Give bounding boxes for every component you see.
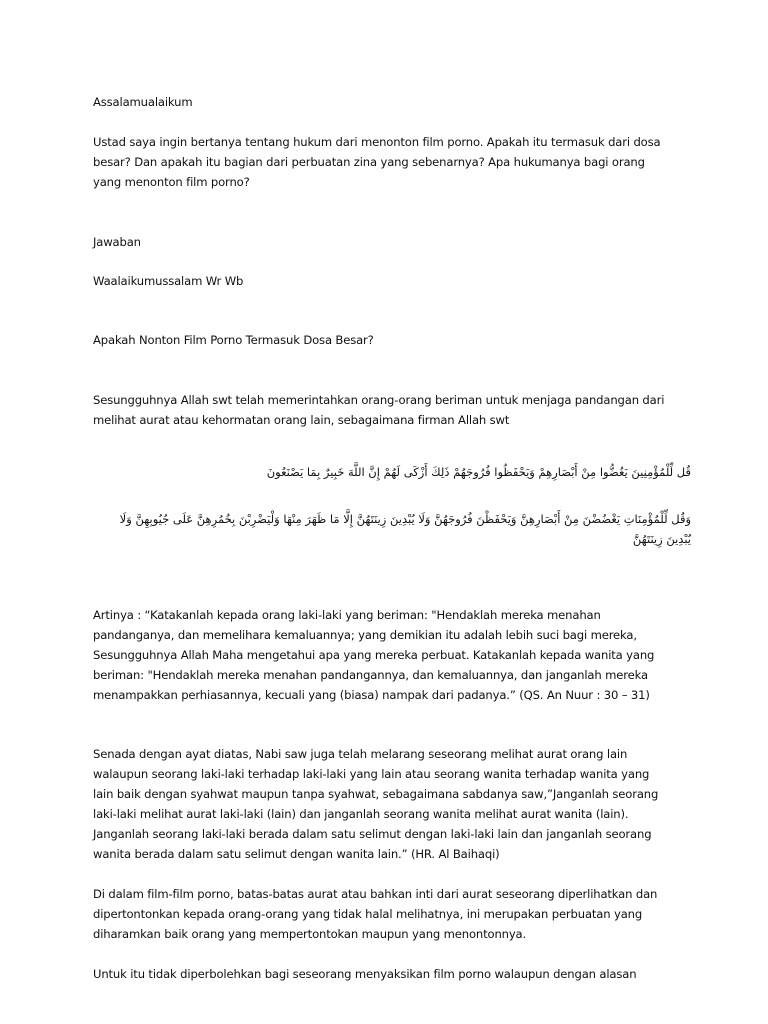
closing-partial-paragraph: Untuk itu tidak diperbolehkan bagi seseorang menyaksikan film porno walaupun dengan alasan: [93, 967, 637, 981]
reply-greeting: Waalaikumussalam Wr Wb: [93, 274, 244, 288]
greeting: Assalamualaikum: [93, 95, 193, 109]
subheading: Apakah Nonton Film Porno Termasuk Dosa Besar?: [93, 333, 374, 347]
intro-paragraph: Sesungguhnya Allah swt telah memerintahkan orang-orang beriman untuk menjaga pandangan dari melihat aurat atau kehormatan orang lain, sebagaimana firman Allah swt: [93, 393, 665, 427]
answer-label: Jawaban: [93, 235, 141, 249]
hadith-paragraph: Senada dengan ayat diatas, Nabi saw juga telah melarang seseorang melihat aurat orang lain walaupun seorang laki-laki terhadap laki-laki yang lain atau seorang wanita terhadap wanita yang lain baik dengan syahwat maupun tanpa syahwat, sebagaimana sabdanya saw,”Janganlah seorang laki-laki melihat aurat laki-laki (lain) dan janganlah seorang wanita melihat aurat wanita (lain). Janganlah seorang laki-laki berada dalam satu selimut dengan laki-laki lain dan janganlah seorang wanita berada dalam satu selimut dengan wanita lain.” (HR. Al Baihaqi): [93, 747, 659, 861]
arabic-verse-31: وَقُل لِّلْمُؤْمِنَاتِ يَغْضُضْنَ مِنْ أَبْصَارِهِنَّ وَيَحْفَظْنَ فُرُوجَهُنَّ وَلَا يُبْدِينَ زِينَتَهُنَّ إِلَّا مَا ظَهَرَ مِنْهَا وَلْيَضْرِبْنَ بِخُمُرِهِنَّ عَلَى جُيُوبِهِنَّ وَلَا يُبْدِينَ زِينَتَهُنَّ: [116, 512, 691, 546]
question-paragraph: Ustad saya ingin bertanya tentang hukum dari menonton film porno. Apakah itu termasuk dari dosa besar? Dan apakah itu bagian dari perbuatan zina yang sebenarnya? Apa hukumanya bagi orang yang menonton film porno?: [93, 135, 661, 189]
translation-paragraph: Artinya : “Katakanlah kepada orang laki-laki yang beriman: "Hendaklah mereka menahan pandanganya, dan memelihara kemaluannya; yang demikian itu adalah lebih suci bagi mereka, Sesungguhnya Allah Maha mengetahui apa yang mereka perbuat. Katakanlah kepada wanita yang beriman: "Hendaklah mereka menahan pandangannya, dan kemaluannya, dan janganlah mereka menampakkan perhiasannya, kecuali yang (biasa) nampak dari padanya.” (QS. An Nuur : 30 – 31): [93, 608, 655, 702]
arabic-verse-30: قُل لِّلْمُؤْمِنِينَ يَغُضُّوا مِنْ أَبْصَارِهِمْ وَيَحْفَظُوا فُرُوجَهُمْ ذَلِكَ أَزْكَى لَهُمْ إِنَّ اللَّهَ خَبِيرٌ بِمَا يَصْنَعُونَ: [266, 465, 691, 479]
film-paragraph: Di dalam film-film porno, batas-batas aurat atau bahkan inti dari aurat seseorang diperlihatkan dan dipertontonkan kepada orang-orang yang tidak halal melihatnya, ini merupakan perbuatan yang diharamkan baik orang yang mempertontokan maupun yang menontonnya.: [93, 887, 658, 941]
